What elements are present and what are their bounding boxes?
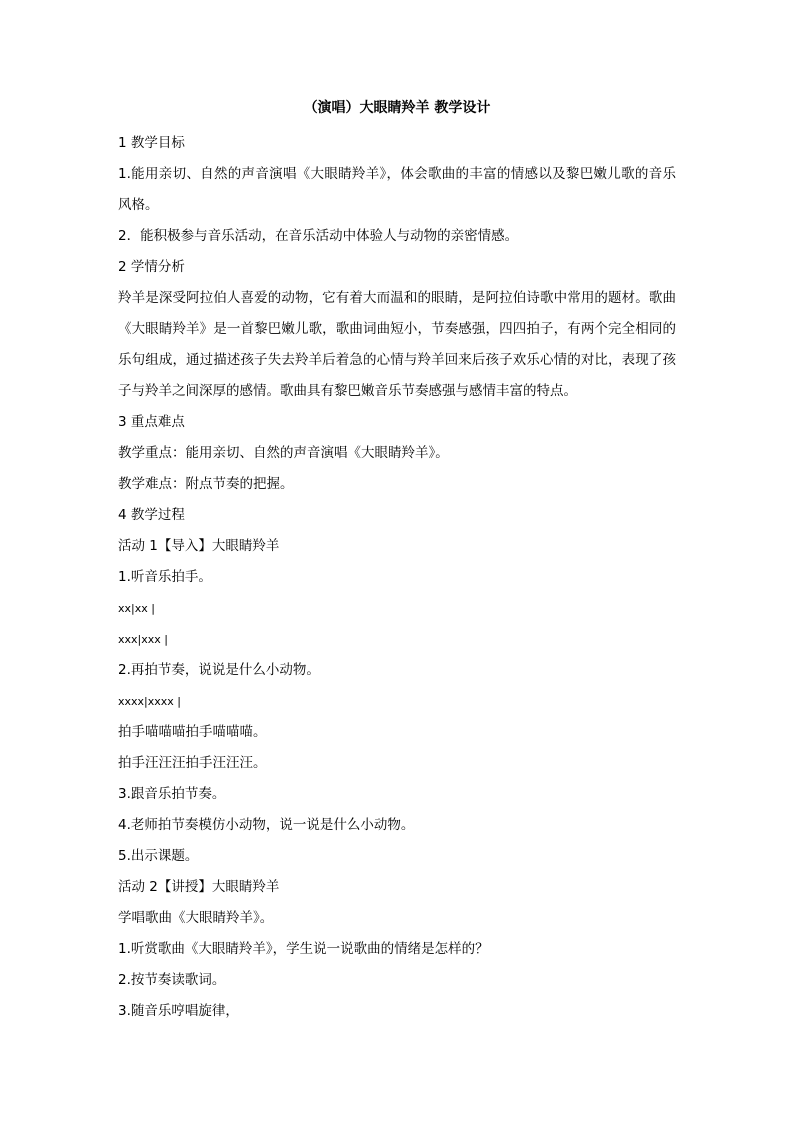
section-heading-goals: 1 教学目标 xyxy=(118,135,185,151)
rhythm-line-2: xxx|xxx | xyxy=(118,633,168,646)
activity-2-step-3: 3.随音乐哼唱旋律， xyxy=(118,1003,239,1019)
section-heading-process: 4 教学过程 xyxy=(118,507,185,523)
goal-item-2: 2．能积极参与音乐活动，在音乐活动中体验人与动物的亲密情感。 xyxy=(118,228,519,244)
key-point-difficulty: 教学难点：附点节奏的把握。 xyxy=(118,476,294,492)
activity-2-step-1: 1.听赏歌曲《大眼睛羚羊》，学生说一说歌曲的情绪是怎样的？ xyxy=(118,941,489,957)
document-title: （演唱）大眼睛羚羊 教学设计 xyxy=(303,100,491,116)
rhythm-line-1: xx|xx | xyxy=(118,602,155,615)
goal-item-1: 1.能用亲切、自然的声音演唱《大眼睛羚羊》，体会歌曲的丰富的情感以及黎巴嫩儿歌的音乐风格。 xyxy=(118,166,676,213)
section-heading-analysis: 2 学情分析 xyxy=(118,259,185,275)
activity-1-step-1: 1.听音乐拍手。 xyxy=(118,569,212,585)
activity-2-intro: 学唱歌曲《大眼睛羚羊》。 xyxy=(118,910,274,926)
activity-2-heading: 活动 2【讲授】大眼睛羚羊 xyxy=(118,879,280,895)
analysis-paragraph: 羚羊是深受阿拉伯人喜爱的动物，它有着大而温和的眼睛，是阿拉伯诗歌中常用的题材。歌曲《大眼睛羚羊》是一首黎巴嫩儿歌，歌曲词曲短小，节奏感强，四四拍子，有两个完全相同的乐句组成，通过描述孩子失去羚羊后着急的心情与羚羊回来后孩子欢乐心情的对比，表现了孩子与羚羊之间深厚的感情。歌曲具有黎巴嫩音乐节奏感强与感情丰富的特点。 xyxy=(118,290,676,399)
rhythm-line-3: xxxx|xxxx | xyxy=(118,695,181,708)
activity-1-step-4: 4.老师拍节奏模仿小动物，说一说是什么小动物。 xyxy=(118,817,415,833)
section-heading-key-points: 3 重点难点 xyxy=(118,414,185,430)
rhythm-lyric-cat: 拍手喵喵喵拍手喵喵喵。 xyxy=(118,724,267,740)
activity-2-step-2: 2.按节奏读歌词。 xyxy=(118,972,226,988)
activity-1-step-3: 3.跟音乐拍节奏。 xyxy=(118,786,226,802)
document-page xyxy=(118,98,676,1027)
activity-1-heading: 活动 1【导入】大眼睛羚羊 xyxy=(118,538,280,554)
activity-1-step-2: 2.再拍节奏，说说是什么小动物。 xyxy=(118,662,320,678)
activity-1-step-5: 5.出示课题。 xyxy=(118,848,199,864)
rhythm-lyric-dog: 拍手汪汪汪拍手汪汪汪。 xyxy=(118,755,267,771)
key-point-focus: 教学重点：能用亲切、自然的声音演唱《大眼睛羚羊》。 xyxy=(118,445,449,461)
